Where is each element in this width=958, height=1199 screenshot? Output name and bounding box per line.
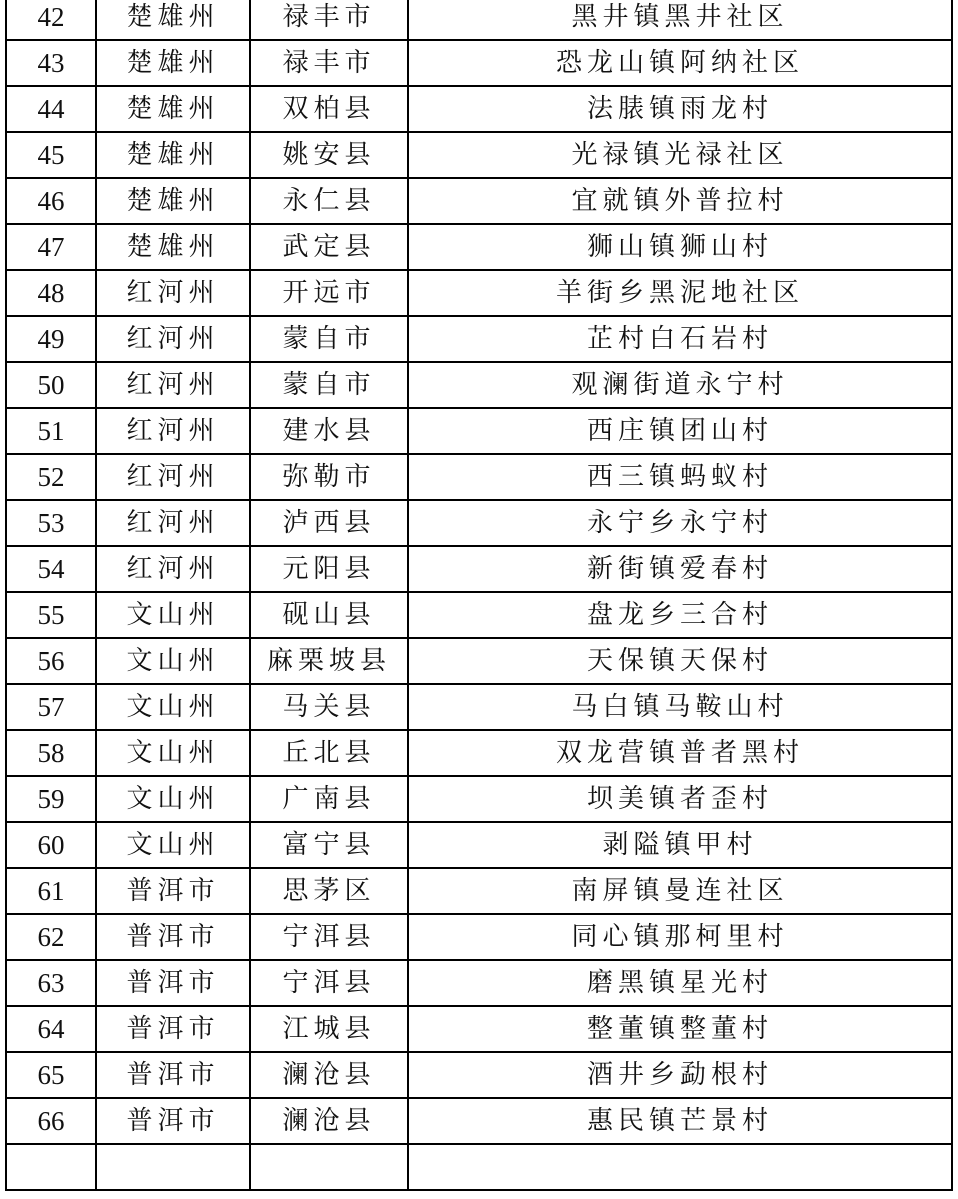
prefecture-cell: 楚雄州 [96,40,250,86]
row-number-cell: 57 [6,684,96,730]
county-cell: 江城县 [250,1006,408,1052]
prefecture-cell: 普洱市 [96,1052,250,1098]
village-cell: 黑井镇黑井社区 [408,0,952,40]
county-cell: 宁洱县 [250,960,408,1006]
row-number-cell: 45 [6,132,96,178]
row-number-cell: 59 [6,776,96,822]
prefecture-cell: 楚雄州 [96,224,250,270]
row-number-cell: 63 [6,960,96,1006]
row-number-cell: 42 [6,0,96,40]
village-cell: 西三镇蚂蚁村 [408,454,952,500]
prefecture-cell: 红河州 [96,500,250,546]
prefecture-cell: 普洱市 [96,914,250,960]
prefecture-cell: 红河州 [96,316,250,362]
row-number-cell: 43 [6,40,96,86]
table-row [6,270,952,316]
table-row [6,1098,952,1144]
county-cell: 双柏县 [250,86,408,132]
prefecture-cell: 文山州 [96,684,250,730]
row-number-cell: 51 [6,408,96,454]
table-row [6,776,952,822]
table-row [6,408,952,454]
row-number-cell: 61 [6,868,96,914]
prefecture-cell: 楚雄州 [96,0,250,40]
row-number-cell: 46 [6,178,96,224]
row-number-cell: 60 [6,822,96,868]
prefecture-cell: 普洱市 [96,1006,250,1052]
table-row [6,316,952,362]
table-row [6,684,952,730]
county-cell: 丘北县 [250,730,408,776]
county-cell: 广南县 [250,776,408,822]
village-cell: 磨黑镇星光村 [408,960,952,1006]
row-number-cell: 48 [6,270,96,316]
village-cell: 羊街乡黑泥地社区 [408,270,952,316]
row-number-cell: 52 [6,454,96,500]
county-cell: 蒙自市 [250,362,408,408]
table-row [6,40,952,86]
row-number-cell: 62 [6,914,96,960]
prefecture-cell: 文山州 [96,592,250,638]
county-cell: 澜沧县 [250,1052,408,1098]
county-cell: 禄丰市 [250,40,408,86]
county-cell: 建水县 [250,408,408,454]
village-cell: 法脿镇雨龙村 [408,86,952,132]
table-row [6,730,952,776]
table-row [6,592,952,638]
table-body [6,0,952,1190]
table-row [6,868,952,914]
county-cell: 砚山县 [250,592,408,638]
county-cell: 马关县 [250,684,408,730]
table-row [6,960,952,1006]
prefecture-cell: 文山州 [96,822,250,868]
prefecture-cell: 楚雄州 [96,132,250,178]
village-cell: 剥隘镇甲村 [408,822,952,868]
row-number-cell: 44 [6,86,96,132]
table-row [6,224,952,270]
village-cell: 马白镇马鞍山村 [408,684,952,730]
village-cell: 新街镇爱春村 [408,546,952,592]
table-row [6,362,952,408]
prefecture-cell: 文山州 [96,730,250,776]
row-number-cell: 54 [6,546,96,592]
county-cell: 姚安县 [250,132,408,178]
empty-cell [250,1144,408,1190]
row-number-cell: 64 [6,1006,96,1052]
county-cell: 开远市 [250,270,408,316]
county-cell: 禄丰市 [250,0,408,40]
county-cell: 武定县 [250,224,408,270]
village-cell: 观澜街道永宁村 [408,362,952,408]
row-number-cell: 49 [6,316,96,362]
village-list-table-wrapper [5,0,951,1191]
row-number-cell: 53 [6,500,96,546]
village-cell: 宜就镇外普拉村 [408,178,952,224]
table-row [6,1006,952,1052]
table-row [6,546,952,592]
county-cell: 思茅区 [250,868,408,914]
county-cell: 麻栗坡县 [250,638,408,684]
county-cell: 永仁县 [250,178,408,224]
prefecture-cell: 文山州 [96,776,250,822]
village-cell: 南屏镇曼连社区 [408,868,952,914]
village-cell: 惠民镇芒景村 [408,1098,952,1144]
prefecture-cell: 普洱市 [96,960,250,1006]
prefecture-cell: 普洱市 [96,1098,250,1144]
village-cell: 光禄镇光禄社区 [408,132,952,178]
table-row [6,822,952,868]
village-cell: 永宁乡永宁村 [408,500,952,546]
prefecture-cell: 楚雄州 [96,86,250,132]
prefecture-cell: 红河州 [96,546,250,592]
county-cell: 蒙自市 [250,316,408,362]
empty-cell [96,1144,250,1190]
table-row [6,914,952,960]
row-number-cell: 65 [6,1052,96,1098]
village-cell: 坝美镇者歪村 [408,776,952,822]
village-cell: 盘龙乡三合村 [408,592,952,638]
village-list-table [5,0,953,1191]
prefecture-cell: 普洱市 [96,868,250,914]
row-number-cell: 55 [6,592,96,638]
table-row [6,86,952,132]
village-cell: 同心镇那柯里村 [408,914,952,960]
county-cell: 澜沧县 [250,1098,408,1144]
row-number-cell: 47 [6,224,96,270]
row-number-cell: 66 [6,1098,96,1144]
prefecture-cell: 红河州 [96,270,250,316]
table-row [6,178,952,224]
county-cell: 弥勒市 [250,454,408,500]
village-cell: 狮山镇狮山村 [408,224,952,270]
village-cell: 双龙营镇普者黑村 [408,730,952,776]
table-row [6,132,952,178]
county-cell: 宁洱县 [250,914,408,960]
prefecture-cell: 红河州 [96,408,250,454]
table-row [6,500,952,546]
prefecture-cell: 红河州 [96,362,250,408]
table-row [6,454,952,500]
empty-cell [6,1144,96,1190]
prefecture-cell: 楚雄州 [96,178,250,224]
table-row-partial [6,1144,952,1190]
row-number-cell: 58 [6,730,96,776]
row-number-cell: 56 [6,638,96,684]
table-row [6,638,952,684]
village-cell: 整董镇整董村 [408,1006,952,1052]
village-cell: 恐龙山镇阿纳社区 [408,40,952,86]
table-row [6,1052,952,1098]
village-cell: 芷村白石岩村 [408,316,952,362]
row-number-cell: 50 [6,362,96,408]
prefecture-cell: 文山州 [96,638,250,684]
county-cell: 泸西县 [250,500,408,546]
village-cell: 酒井乡勐根村 [408,1052,952,1098]
village-cell: 西庄镇团山村 [408,408,952,454]
table-row [6,0,952,40]
county-cell: 富宁县 [250,822,408,868]
village-cell: 天保镇天保村 [408,638,952,684]
empty-cell [408,1144,952,1190]
county-cell: 元阳县 [250,546,408,592]
prefecture-cell: 红河州 [96,454,250,500]
